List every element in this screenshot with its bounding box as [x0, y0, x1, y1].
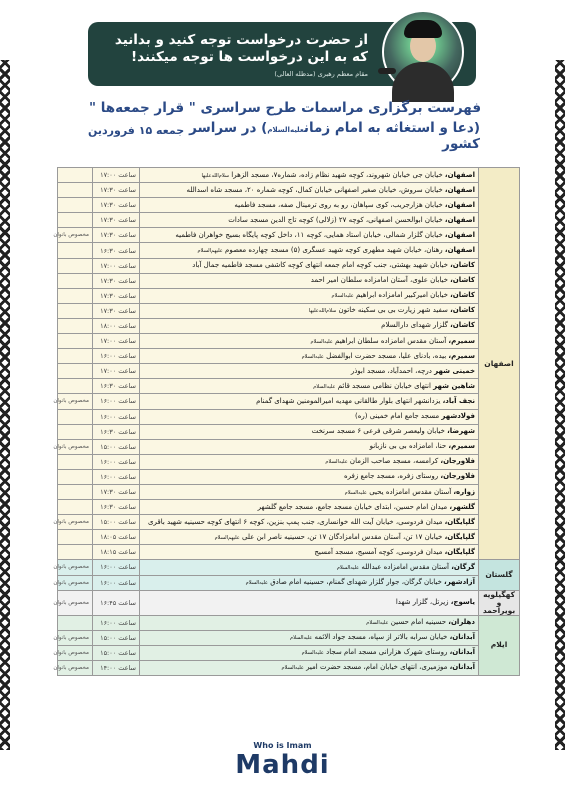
note-cell: [58, 258, 93, 273]
table-row: [58, 515, 520, 530]
note-cell: [58, 424, 93, 439]
table-row: [58, 560, 520, 575]
note-cell: [58, 243, 93, 258]
time-cell: ساعت ۱۷:۳۰: [93, 183, 140, 198]
city-name: آبدانان،: [449, 648, 475, 657]
note-cell: مخصوص بانوان: [58, 630, 93, 645]
table-row: [58, 288, 520, 303]
address-cell: [140, 590, 479, 615]
address-text: خیابان جی خیابان شهروند، کوچه شهید نظام زاده، شماره۷، مسجد الزهرا: [231, 170, 443, 179]
note-cell: [58, 500, 93, 515]
time-cell: ساعت ۱۶:۰۰: [93, 560, 140, 575]
table-row: [58, 303, 520, 318]
note-cell: [58, 288, 93, 303]
city-name: سمیرم،: [448, 351, 475, 360]
city-name: اصفهان،: [444, 200, 475, 209]
address-text: آستان مقدس امامزاده یحیی: [369, 487, 452, 496]
mahdi-logo: Mahdi: [235, 750, 330, 780]
table-row: [58, 424, 520, 439]
note-cell: مخصوص بانوان: [58, 560, 93, 575]
honorific-text: علیه‌السلام: [281, 665, 304, 672]
note-cell: [58, 379, 93, 394]
table-row: [58, 228, 520, 243]
address-cell: [140, 469, 479, 484]
note-cell: [58, 334, 93, 349]
honorific-text: علیه‌السلام: [325, 459, 348, 466]
city-name: اصفهان،: [444, 185, 475, 194]
table-row: [58, 500, 520, 515]
address-cell: [140, 545, 479, 560]
address-cell: [140, 409, 479, 424]
table-row: [58, 394, 520, 409]
city-name: کاشان،: [450, 321, 475, 330]
address-text: کرامسه، مسجد صاحب الزمان: [349, 457, 439, 466]
address-text: خیابان هزارجریب، کوی سپاهان، رو به روی ترمینال صفه، مسجد فاطمیه: [234, 200, 443, 209]
address-cell: [140, 660, 479, 675]
note-cell: [58, 168, 93, 183]
quote-text: [108, 32, 368, 66]
note-cell: [58, 273, 93, 288]
province-cell: گلستان: [479, 560, 520, 590]
address-cell: [140, 500, 479, 515]
address-text: خیابان سروش، خیابان صغیر اصفهانی خیابان کمال، کوچه شماره ۲۰، مسجد شاه اسدالله: [186, 185, 443, 194]
city-name: فولادشهر: [441, 412, 475, 421]
time-cell: ساعت ۱۶:۳۰: [93, 379, 140, 394]
subtitle-honorific: علیه‌السلام: [267, 126, 304, 134]
table-row: [58, 213, 520, 228]
time-cell: ساعت ۱۶:۴۵: [93, 590, 140, 615]
address-cell: [140, 454, 479, 469]
city-name: آبدانان،: [449, 633, 475, 642]
note-cell: [58, 454, 93, 469]
address-text: خیابان ابوالحسن اصفهانی، کوچه ۲۷ (زلالی) کوچه تاج الدین مسجد سادات: [228, 215, 443, 224]
address-text: یزدانشهر انتهای بلوار طالقانی مهدیه امیرالمومنین شهدای گمنام: [256, 396, 441, 405]
note-cell: [58, 484, 93, 499]
city-name: گلشهر،: [449, 502, 475, 511]
address-cell: [140, 334, 479, 349]
honorific-text: علیه‌السلام: [313, 383, 336, 390]
address-text: حنا، امامزاده بی بی نازبانو: [369, 442, 447, 451]
time-cell: ساعت ۱۷:۰۰: [93, 364, 140, 379]
address-cell: [140, 615, 479, 630]
table-row: [58, 439, 520, 454]
schedule-table: [53, 167, 520, 676]
note-cell: [58, 303, 93, 318]
time-cell: ساعت ۱۷:۳۰: [93, 303, 140, 318]
city-name: آزادشهر،: [444, 578, 475, 587]
address-text: خیابان ۱۷ تن، آستان مقدس امامزادگان ۱۷ تن، حسینیه ناصر ابن علی: [242, 532, 443, 541]
city-name: اصفهان،: [444, 230, 475, 239]
address-cell: [140, 439, 479, 454]
city-name: سمیرم،: [448, 442, 475, 451]
address-text: خیابان ولیعصر شرقی فرعی ۶ مسجد سرنخت: [311, 427, 445, 436]
address-cell: [140, 168, 479, 183]
honorific-text: سلام‌الله‌علیها: [201, 172, 230, 179]
right-border-pattern: [555, 60, 565, 750]
honorific-text: علیهم‌السلام: [197, 248, 223, 255]
city-name: گلپایگان،: [444, 532, 475, 541]
note-cell: [58, 545, 93, 560]
address-text: خیابان امیرکبیر امامزاده ابراهیم: [356, 291, 448, 300]
time-cell: ساعت ۱۵:۰۰: [93, 630, 140, 645]
address-text: میدان فردوسی، خیابان آیت الله خوانساری، جنب پمپ بنزین، کوچه ۶ انتهای کوچه حسینیه شهید باقری: [148, 517, 443, 526]
note-cell: [58, 615, 93, 630]
address-cell: [140, 630, 479, 645]
table-row: [58, 454, 520, 469]
city-name: سمیرم،: [448, 336, 475, 345]
time-cell: ساعت ۱۶:۰۰: [93, 469, 140, 484]
address-text: خیابان گرگان، جوار گلزار شهدای گمنام، حسینیه امام صادق: [270, 578, 442, 587]
city-name: اصفهان،: [444, 215, 475, 224]
honorific-text: علیه‌السلام: [336, 564, 360, 571]
time-cell: ساعت ۱۷:۰۰: [93, 168, 140, 183]
address-cell: [140, 530, 479, 545]
subtitle-start: (دعا و استغاثه به امام زمان: [303, 120, 480, 136]
time-cell: ساعت ۱۸:۰۰: [93, 318, 140, 333]
table-row: [58, 630, 520, 645]
address-text: خیابان علوی، آستان امامزاده سلطان امیر احمد: [310, 276, 448, 285]
address-cell: [140, 484, 479, 499]
time-cell: ساعت ۱۶:۰۰: [93, 454, 140, 469]
address-cell: [140, 394, 479, 409]
page-title: فهرست برگزاری مراسمات طرح سراسری " قرار جمعه‌ها ": [88, 100, 482, 116]
address-cell: [140, 273, 479, 288]
time-cell: ساعت ۱۷:۳۰: [93, 484, 140, 499]
table-row: [58, 645, 520, 660]
address-text: موزمیری، انتهای خیابان امام، مسجد حضرت امیر: [306, 663, 448, 672]
quote-line-2: که به این درخواست ها توجه میکنند!: [130, 49, 368, 65]
note-cell: [58, 198, 93, 213]
table-row: [58, 615, 520, 630]
address-text: سفید شهر زیارت بی بی سکینه خاتون: [338, 306, 448, 315]
honorific-text: علیه‌السلام: [245, 580, 268, 587]
time-cell: ساعت ۱۶:۰۰: [93, 575, 140, 590]
city-name: گرگان،: [451, 562, 475, 571]
address-text: خیابان گلزار شمالی، خیابان استاد همایی، کوچه ۱۱، داخل کوچه پایگاه بسیج خواهران فاطمیه: [175, 230, 443, 239]
table-row: [58, 469, 520, 484]
address-cell: [140, 515, 479, 530]
note-cell: مخصوص بانوان: [58, 660, 93, 675]
city-name: آبدانان،: [449, 663, 475, 672]
honorific-text: علیه‌السلام: [331, 293, 354, 300]
table-row: [58, 484, 520, 499]
address-text: روستای زفره، مسجد جامع زفره: [344, 472, 439, 481]
address-text: حسینیه امام حسین: [390, 618, 447, 627]
address-cell: [140, 349, 479, 364]
address-cell: [140, 379, 479, 394]
city-name: اصفهان،: [444, 170, 475, 179]
address-cell: [140, 560, 479, 575]
address-cell: [140, 243, 479, 258]
quote-source: مقام معظم رهبری (مدظله العالی): [274, 70, 368, 78]
address-cell: [140, 213, 479, 228]
city-name: کاشان،: [450, 276, 475, 285]
city-name: یاسوج،: [450, 598, 475, 607]
city-name: خمینی شهر: [434, 366, 475, 375]
province-cell: ایلام: [479, 615, 520, 675]
address-text: گلزار شهدای دارالسلام: [381, 321, 448, 330]
table-row: [58, 409, 520, 424]
address-text: زیرتل، گلزار شهدا: [395, 598, 449, 607]
time-cell: ساعت ۱۶:۰۰: [93, 615, 140, 630]
city-name: فلاورجان،: [440, 457, 475, 466]
time-cell: ساعت ۱۶:۳۰: [93, 500, 140, 515]
time-cell: ساعت ۱۶:۳۰: [93, 243, 140, 258]
address-text: انتهای خیابان نظامی مسجد قائم: [337, 381, 431, 390]
time-cell: ساعت ۱۶:۰۰: [93, 394, 140, 409]
time-cell: ساعت ۱۷:۳۰: [93, 198, 140, 213]
time-cell: ساعت ۱۵:۰۰: [93, 439, 140, 454]
time-cell: ساعت ۱۷:۳۰: [93, 213, 140, 228]
city-name: فلاورجان،: [440, 472, 475, 481]
time-cell: ساعت ۱۴:۰۰: [93, 660, 140, 675]
table-row: [58, 349, 520, 364]
table-row: [58, 258, 520, 273]
province-cell: کهگیلویه و بویراحمد: [479, 590, 520, 615]
table-row: [58, 379, 520, 394]
address-cell: [140, 318, 479, 333]
address-text: مسجد جامع امام خمینی (ره): [354, 412, 440, 421]
note-cell: مخصوص بانوان: [58, 439, 93, 454]
address-cell: [140, 575, 479, 590]
time-cell: ساعت ۱۵:۰۰: [93, 645, 140, 660]
time-cell: ساعت ۱۶:۳۰: [93, 424, 140, 439]
address-cell: [140, 364, 479, 379]
table-row: [58, 364, 520, 379]
note-cell: [58, 409, 93, 424]
city-name: شهرضا،: [447, 427, 475, 436]
address-text: میدان امام حسین، ابتدای خیابان مسجد جامع، مسجد جامع گلشهر: [257, 502, 448, 511]
address-text: روستای شهرک هزارانی مسجد امام سجاد: [326, 648, 448, 657]
time-cell: ساعت ۱۸:۰۵: [93, 530, 140, 545]
address-text: بیده، بادنای علیا، مسجد حضرت ابوالفضل: [326, 351, 447, 360]
time-cell: ساعت ۱۷:۳۰: [93, 228, 140, 243]
left-border-pattern: [0, 60, 10, 750]
quote-banner: [88, 22, 476, 86]
address-cell: [140, 183, 479, 198]
address-cell: [140, 645, 479, 660]
address-text: خیابان شهید بهشتی، جنب کوچه امام جمعه انتهای کوچه کاشفی مسجد فاطمیه جمال آباد: [192, 261, 448, 270]
note-cell: مخصوص بانوان: [58, 645, 93, 660]
table-row: [58, 545, 520, 560]
city-name: گلپایگان،: [444, 547, 475, 556]
table-row: [58, 168, 520, 183]
time-cell: ساعت ۱۷:۳۰: [93, 273, 140, 288]
table-row: [58, 198, 520, 213]
address-text: خیابان سرابه بالاتر از سپاه، مسجد جواد الائمه: [314, 633, 448, 642]
note-cell: مخصوص بانوان: [58, 575, 93, 590]
table-row: [58, 243, 520, 258]
city-name: کاشان،: [450, 261, 475, 270]
time-cell: ساعت ۱۵:۰۰: [93, 515, 140, 530]
note-cell: مخصوص بانوان: [58, 515, 93, 530]
honorific-text: علیه‌السلام: [301, 353, 324, 360]
time-cell: ساعت ۱۷:۳۰: [93, 288, 140, 303]
city-name: اصفهان،: [444, 246, 475, 255]
note-cell: [58, 349, 93, 364]
page-subtitle: [150, 120, 480, 152]
leader-portrait-image: [382, 10, 464, 94]
subtitle-end: ) در سراسر کشور: [189, 120, 480, 152]
note-cell: [58, 530, 93, 545]
note-cell: [58, 364, 93, 379]
note-cell: [58, 318, 93, 333]
city-name: کاشان،: [450, 306, 475, 315]
table-row: [58, 590, 520, 615]
time-cell: ساعت ۱۸:۱۵: [93, 545, 140, 560]
note-cell: [58, 183, 93, 198]
note-cell: [58, 213, 93, 228]
city-name: شاهین شهر: [433, 381, 475, 390]
honorific-text: علیه‌السلام: [344, 489, 367, 496]
city-name: دهلران،: [448, 618, 475, 627]
address-cell: [140, 288, 479, 303]
address-text: آستان مقدس امامزاده سلطان ابراهیم: [335, 336, 447, 345]
address-cell: [140, 424, 479, 439]
address-cell: [140, 303, 479, 318]
honorific-text: علیه‌السلام: [290, 635, 313, 642]
honorific-text: سلام‌الله‌علیها: [308, 308, 337, 315]
address-text: رهنان، خیابان شهید مطهری کوچه شهید عسگری (۵) مسجد چهارده معصوم: [225, 246, 443, 255]
city-name: گلپایگان،: [444, 517, 475, 526]
note-cell: [58, 469, 93, 484]
quote-line-1: از حضرت درخواست توجه کنید و بدانید: [114, 32, 368, 48]
address-text: میدان فردوسی، کوچه آمسیج، مسجد آمسیج: [314, 547, 443, 556]
city-name: کاشان،: [450, 291, 475, 300]
table-row: [58, 575, 520, 590]
table-row: [58, 660, 520, 675]
table-row: [58, 334, 520, 349]
address-cell: [140, 198, 479, 213]
time-cell: ساعت ۱۶:۰۰: [93, 349, 140, 364]
address-text: درچه، احمدآباد، مسجد ابوذر: [350, 366, 432, 375]
address-text: آستان مقدس امامزاده عبدالله: [361, 562, 449, 571]
time-cell: ساعت ۱۶:۰۰: [93, 409, 140, 424]
city-name: زواره،: [453, 487, 475, 496]
table-row: [58, 183, 520, 198]
table-row: [58, 318, 520, 333]
honorific-text: علیه‌السلام: [301, 650, 324, 657]
time-cell: ساعت ۱۷:۰۰: [93, 258, 140, 273]
microphone-icon: [378, 68, 396, 74]
province-cell: اصفهان: [479, 168, 520, 560]
time-cell: ساعت ۱۷:۰۰: [93, 334, 140, 349]
table-row: [58, 530, 520, 545]
honorific-text: علیهم‌السلام: [214, 534, 240, 541]
event-date: جمعه ۱۵ فروردین: [88, 124, 185, 137]
logo-tagline: Who is Imam: [253, 741, 312, 750]
address-cell: [140, 258, 479, 273]
address-cell: [140, 228, 479, 243]
honorific-text: علیه‌السلام: [366, 620, 389, 627]
note-cell: مخصوص بانوان: [58, 228, 93, 243]
city-name: نجف آباد،: [442, 396, 475, 405]
honorific-text: علیه‌السلام: [310, 338, 333, 345]
note-cell: مخصوص بانوان: [58, 590, 93, 615]
table-row: [58, 273, 520, 288]
note-cell: مخصوص بانوان: [58, 394, 93, 409]
